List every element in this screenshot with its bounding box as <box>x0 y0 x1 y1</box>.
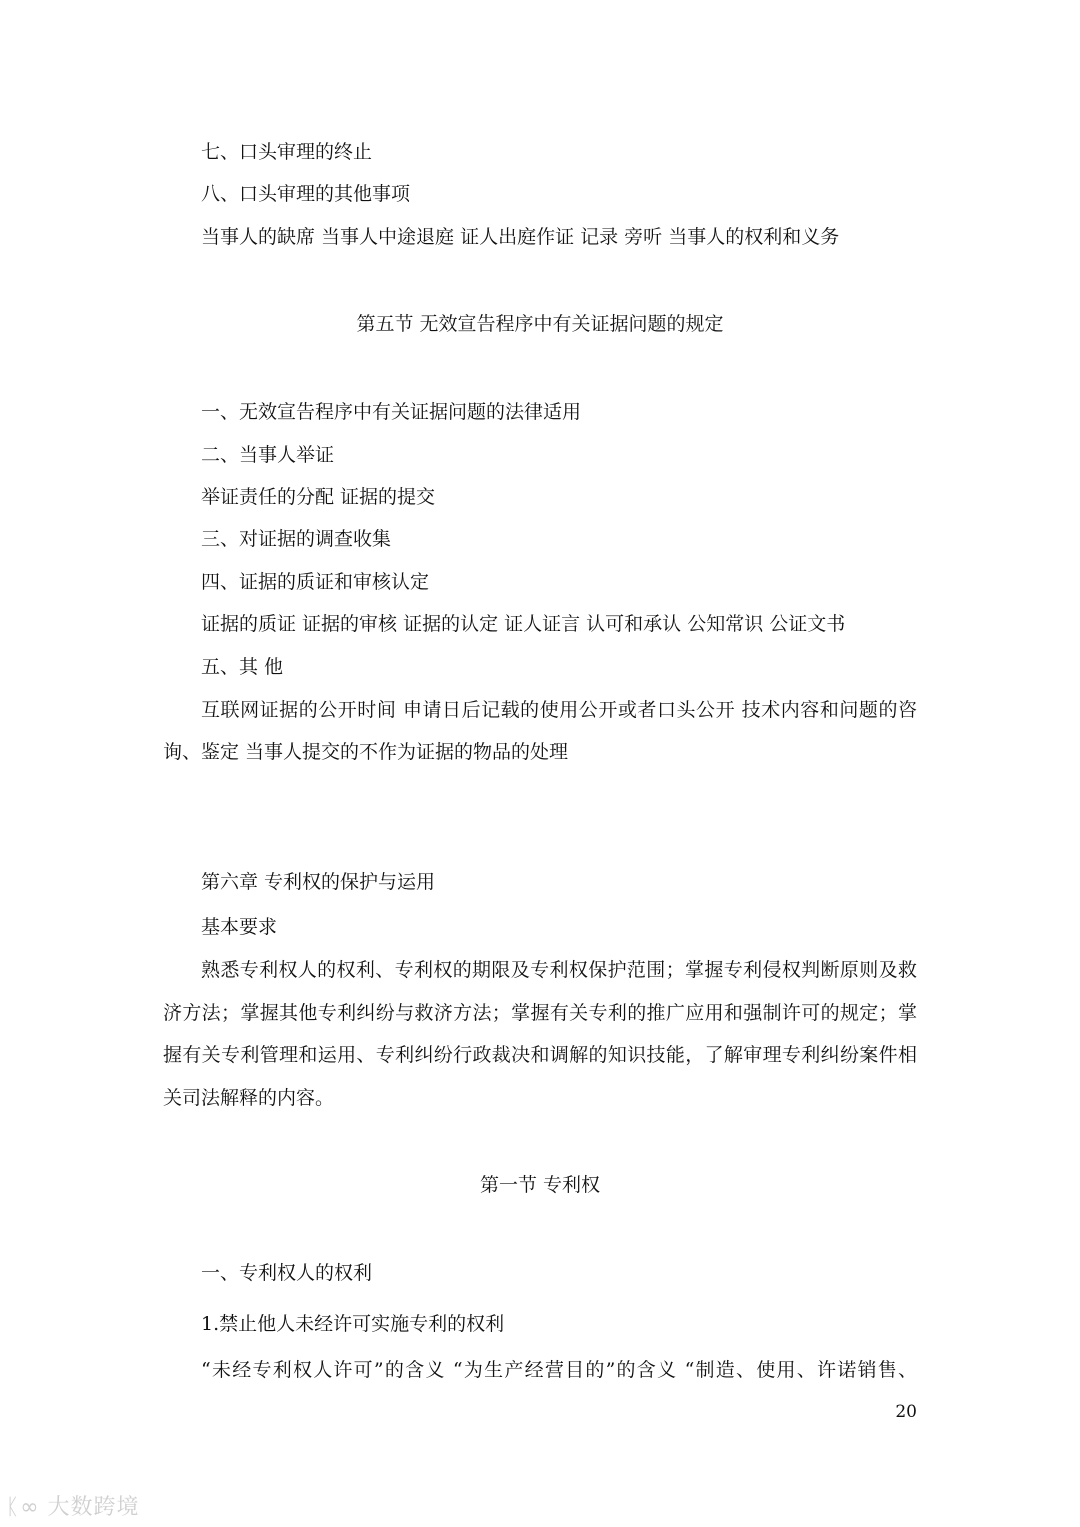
text-line: 互联网证据的公开时间 申请日后记载的使用公开或者口头公开 技术内容和问题的咨 <box>201 699 917 721</box>
heading-item: 八、口头审理的其他事项 <box>201 183 411 205</box>
paragraph-line: 关司法解释的内容。 <box>163 1087 335 1109</box>
heading-item: 二、当事人举证 <box>201 444 335 466</box>
text-line: 证据的质证 证据的审核 证据的认定 证人证言 认可和承认 公知常识 公证文书 <box>201 613 846 635</box>
text-line: 举证责任的分配 证据的提交 <box>201 486 436 508</box>
heading-item: 一、专利权人的权利 <box>201 1262 373 1284</box>
chapter-title: 第六章 专利权的保护与运用 <box>201 871 436 893</box>
heading-item: 五、其 他 <box>201 656 284 678</box>
paragraph-line: 熟悉专利权人的权利、专利权的期限及专利权保护范围；掌握专利侵权判断原则及救 <box>201 959 917 981</box>
heading-item: 三、对证据的调查收集 <box>201 528 392 550</box>
heading-item: 七、口头审理的终止 <box>201 141 373 163</box>
section-title: 第五节 无效宣告程序中有关证据问题的规定 <box>356 313 724 335</box>
text-line: 询、鉴定 当事人提交的不作为证据的物品的处理 <box>163 741 569 763</box>
paragraph-line: 济方法；掌握其他专利纠纷与救济方法；掌握有关专利的推广应用和强制许可的规定；掌 <box>163 1002 917 1024</box>
page-number: 20 <box>895 1402 917 1422</box>
watermark-text: 大数跨境 <box>47 1495 140 1520</box>
heading-item: 四、证据的质证和审核认定 <box>201 571 430 593</box>
text-line: 当事人的缺席 当事人中途退庭 证人出庭作证 记录 旁听 当事人的权利和义务 <box>201 226 840 248</box>
watermark-icon: ᛕ∞ <box>6 1495 48 1520</box>
heading-item: 一、无效宣告程序中有关证据问题的法律适用 <box>201 401 582 423</box>
subheading: 1.禁止他人未经许可实施专利的权利 <box>201 1313 505 1335</box>
text-line: “未经专利权人许可”的含义 “为生产经营目的”的含义 “制造、使用、许诺销售、 <box>201 1359 917 1381</box>
paragraph-line: 握有关专利管理和运用、专利纠纷行政裁决和调解的知识技能，了解审理专利纠纷案件相 <box>163 1044 917 1066</box>
watermark-logo <box>6 1490 140 1521</box>
section-title: 第一节 专利权 <box>479 1174 601 1196</box>
subheading: 基本要求 <box>201 916 278 938</box>
